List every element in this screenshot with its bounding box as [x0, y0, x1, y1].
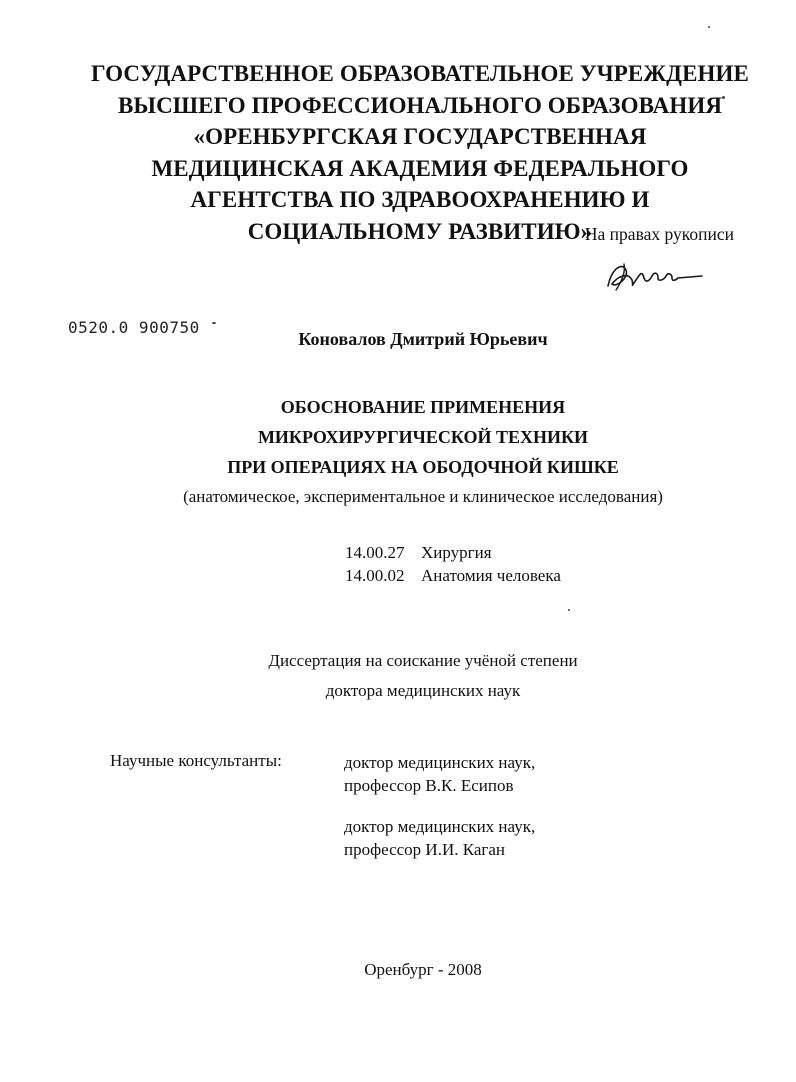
- institution-line: ГОСУДАРСТВЕННОЕ ОБРАЗОВАТЕЛЬНОЕ УЧРЕЖДЕНИЕ: [91, 61, 749, 86]
- specialties-list: [345, 541, 561, 587]
- specialty-name: Анатомия человека: [421, 566, 561, 585]
- specialty-name: Хирургия: [421, 543, 492, 562]
- consultant-degree: доктор медицинских наук,: [344, 817, 536, 836]
- consultant-name: профессор В.К. Есипов: [344, 776, 514, 795]
- consultant-degree: доктор медицинских наук,: [344, 753, 536, 772]
- specialty-code: 14.00.27: [345, 543, 405, 562]
- catalog-number: 0520.0 900750: [68, 318, 200, 337]
- institution-line: МЕДИЦИНСКАЯ АКАДЕМИЯ ФЕДЕРАЛЬНОГО: [151, 155, 689, 181]
- scan-speck: [722, 96, 725, 99]
- consultants-label: Научные консультанты:: [110, 751, 282, 770]
- title-line: ОБОСНОВАНИЕ ПРИМЕНЕНИЯ: [280, 397, 566, 417]
- author-name: Коновалов Дмитрий Юрьевич: [298, 329, 548, 349]
- degree-line: доктора медицинских наук: [325, 681, 521, 700]
- scan-speck: [212, 322, 216, 324]
- manuscript-note: На правах рукописи: [584, 224, 734, 244]
- scan-speck: [708, 26, 710, 28]
- specialty-item: [345, 541, 561, 564]
- specialty-item: [345, 564, 561, 587]
- institution-line: АГЕНТСТВА ПО ЗДРАВООХРАНЕНИЮ И: [190, 187, 650, 212]
- handwritten-signature: [602, 250, 712, 300]
- title-line: МИКРОХИРУРГИЧЕСКОЙ ТЕХНИКИ: [257, 427, 589, 447]
- institution-name: [40, 58, 796, 247]
- specialty-code: 14.00.02: [345, 566, 405, 585]
- consultant-entry: [344, 815, 535, 861]
- degree-line: Диссертация на соискание учёной степени: [268, 651, 578, 670]
- title-line: ПРИ ОПЕРАЦИЯХ НА ОБОДОЧНОЙ КИШКЕ: [227, 457, 619, 477]
- thesis-title: [0, 392, 796, 482]
- scan-speck: [568, 609, 570, 611]
- thesis-subtitle: (анатомическое, экспериментальное и клиническое исследования): [183, 487, 663, 506]
- institution-line: СОЦИАЛЬНОМУ РАЗВИТИЮ»: [247, 218, 593, 244]
- degree-statement: [0, 646, 796, 706]
- institution-line: ВЫСШЕГО ПРОФЕССИОНАЛЬНОГО ОБРАЗОВАНИЯ: [117, 92, 723, 118]
- consultant-entry: [344, 751, 535, 797]
- institution-line: «ОРЕНБУРГСКАЯ ГОСУДАРСТВЕННАЯ: [193, 124, 647, 149]
- city-and-year: Оренбург - 2008: [364, 960, 482, 979]
- consultant-name: профессор И.И. Каган: [344, 840, 506, 859]
